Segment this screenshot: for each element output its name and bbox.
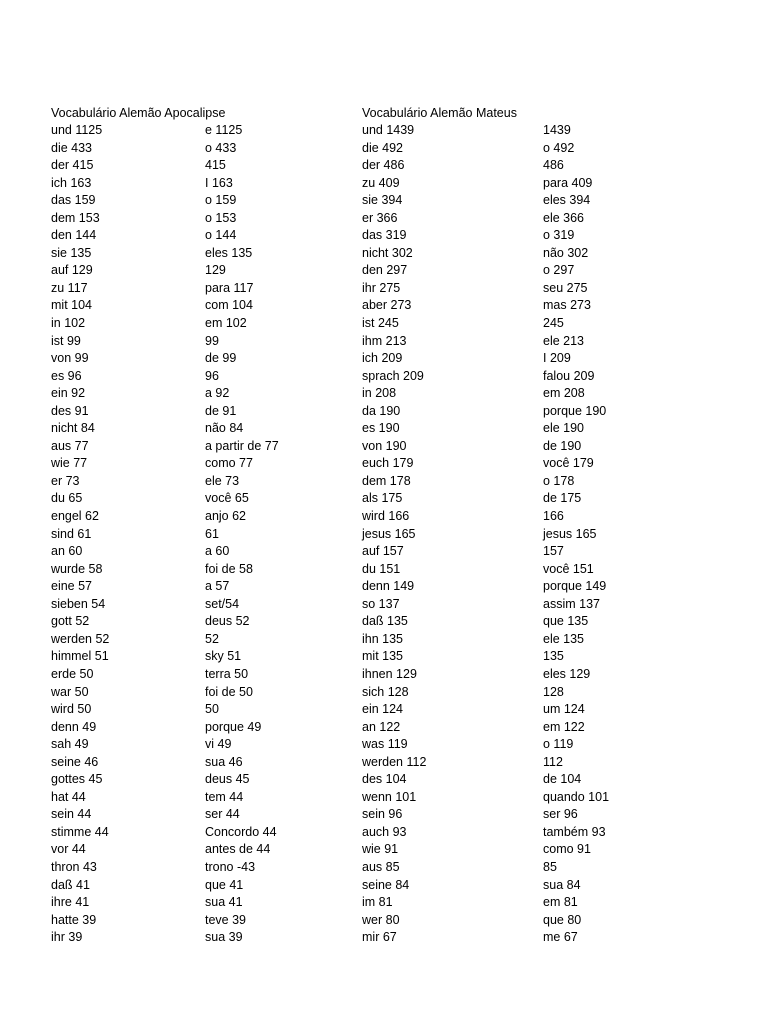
german-word-entry: was 119 <box>362 737 408 752</box>
portuguese-word-entry: 166 <box>543 509 564 524</box>
german-word-entry: an 60 <box>51 544 83 559</box>
portuguese-word-entry: mas 273 <box>543 298 591 313</box>
german-word-entry: denn 149 <box>362 579 415 594</box>
portuguese-word-entry: que 135 <box>543 614 589 629</box>
portuguese-word-entry: a partir de 77 <box>205 438 279 453</box>
german-word-entry: ihm 213 <box>362 333 407 348</box>
german-word-entry: daß 135 <box>362 614 408 629</box>
portuguese-word-entry: porque 190 <box>543 403 607 418</box>
german-word-entry: dem 178 <box>362 473 411 488</box>
portuguese-word-entry: e 1125 <box>205 123 243 137</box>
portuguese-word-entry: para 409 <box>543 175 593 190</box>
german-word-entry: es 190 <box>362 421 400 436</box>
german-word-entry: und 1125 <box>51 123 103 137</box>
german-word-entry: dem 153 <box>51 210 100 225</box>
portuguese-word-entry: o 119 <box>543 737 574 752</box>
german-word-entry: hat 44 <box>51 789 86 804</box>
german-word-entry: mit 104 <box>51 298 92 313</box>
german-word-entry: sein 96 <box>362 807 403 822</box>
german-word-entry: da 190 <box>362 403 401 418</box>
portuguese-word-entry: 245 <box>543 316 564 331</box>
german-word-entry: des 104 <box>362 772 407 787</box>
german-word-entry: das 319 <box>362 228 407 243</box>
german-word-entry: des 91 <box>51 403 89 418</box>
german-word-entry: wie 91 <box>362 842 399 857</box>
german-word-entry: sie 394 <box>362 193 403 208</box>
german-word-entry: wie 77 <box>51 456 88 471</box>
portuguese-word-entry: como 91 <box>543 842 591 857</box>
portuguese-word-entry: você 151 <box>543 561 594 576</box>
german-word-entry: an 122 <box>362 719 401 734</box>
portuguese-word-entry: deus 52 <box>205 614 250 629</box>
portuguese-word-entry: de 104 <box>543 772 582 787</box>
german-word-entry: so 137 <box>362 596 400 611</box>
german-word-entry: ihr 275 <box>362 280 401 295</box>
german-word-entry: war 50 <box>51 684 89 699</box>
portuguese-word-entry: de 190 <box>543 438 582 453</box>
german-word-entry: nicht 84 <box>51 421 95 436</box>
portuguese-word-entry: assim 137 <box>543 596 600 611</box>
german-word-entry: in 208 <box>362 386 397 401</box>
german-word-entry: ihre 41 <box>51 895 90 910</box>
portuguese-word-entry: que 80 <box>543 912 582 927</box>
german-word-entry: denn 49 <box>51 719 97 734</box>
portuguese-word-entry: o 492 <box>543 140 575 155</box>
portuguese-word-entry: ele 135 <box>543 631 585 646</box>
german-word-entry: das 159 <box>51 193 96 208</box>
portuguese-word-entry: 415 <box>205 158 226 173</box>
portuguese-word-entry: 52 <box>205 631 219 646</box>
german-word-entry: sind 61 <box>51 526 92 541</box>
german-word-entry: es 96 <box>51 368 82 383</box>
german-word-entry: sich 128 <box>362 684 409 699</box>
portuguese-word-entry: em 81 <box>543 895 578 910</box>
german-word-entry: erde 50 <box>51 666 94 681</box>
portuguese-word-entry: 96 <box>205 368 219 383</box>
german-word-entry: den 297 <box>362 263 408 278</box>
portuguese-word-entry: me 67 <box>543 930 578 945</box>
portuguese-word-entry: sky 51 <box>205 649 242 664</box>
portuguese-word-entry: de 175 <box>543 491 582 506</box>
german-word-entry: eine 57 <box>51 579 93 594</box>
portuguese-word-entry: ser 44 <box>205 807 240 822</box>
portuguese-word-entry: a 60 <box>205 544 230 559</box>
portuguese-word-entry: ele 190 <box>543 421 585 436</box>
portuguese-word-entry: não 84 <box>205 421 244 436</box>
german-word-entry: er 366 <box>362 210 398 225</box>
german-word-entry: ein 124 <box>362 702 404 717</box>
portuguese-word-entry: foi de 50 <box>205 684 253 699</box>
german-word-entry: ihr 39 <box>51 930 83 945</box>
german-word-entry: zu 409 <box>362 175 400 190</box>
german-word-entry: hatte 39 <box>51 912 97 927</box>
german-word-entry: du 151 <box>362 561 401 576</box>
portuguese-word-entry: 85 <box>543 859 557 874</box>
german-word-entry: werden 112 <box>362 754 427 769</box>
portuguese-word-entry: antes de 44 <box>205 842 271 857</box>
portuguese-word-entry: eles 394 <box>543 193 591 208</box>
portuguese-word-entry: o 178 <box>543 473 575 488</box>
german-word-entry: mit 135 <box>362 649 403 664</box>
german-word-entry: wenn 101 <box>362 789 417 804</box>
portuguese-word-entry: a 92 <box>205 386 230 401</box>
german-word-entry: aus 77 <box>51 438 89 453</box>
german-word-entry: sieben 54 <box>51 596 106 611</box>
portuguese-word-entry: porque 49 <box>205 719 262 734</box>
portuguese-word-entry: quando 101 <box>543 789 610 804</box>
portuguese-word-entry: você 65 <box>205 491 249 506</box>
portuguese-word-entry: ele 73 <box>205 473 240 488</box>
portuguese-word-entry: a 57 <box>205 579 230 594</box>
portuguese-word-entry: eles 135 <box>205 245 253 260</box>
german-word-entry: den 144 <box>51 228 97 243</box>
portuguese-word-entry: sua 39 <box>205 930 243 945</box>
apocalipse-portuguese-column <box>205 122 279 947</box>
german-word-entry: werden 52 <box>51 631 110 646</box>
german-word-entry: ich 163 <box>51 175 92 190</box>
german-word-entry: als 175 <box>362 491 403 506</box>
portuguese-word-entry: jesus 165 <box>543 526 597 541</box>
german-word-entry: der 415 <box>51 158 94 173</box>
portuguese-word-entry: vi 49 <box>205 737 232 752</box>
portuguese-word-entry: o 297 <box>543 263 575 278</box>
apocalipse-vocabulary-section <box>51 104 279 945</box>
portuguese-word-entry: falou 209 <box>543 368 595 383</box>
german-word-entry: sie 135 <box>51 245 92 260</box>
portuguese-word-entry: set/54 <box>205 596 240 611</box>
german-word-entry: im 81 <box>362 895 393 910</box>
mateus-title: Vocabulário Alemão Mateus <box>362 106 517 120</box>
portuguese-word-entry: 129 <box>205 263 226 278</box>
german-word-entry: seine 84 <box>362 877 410 892</box>
german-word-entry: stimme 44 <box>51 824 109 839</box>
portuguese-word-entry: 128 <box>543 684 564 699</box>
portuguese-word-entry: 61 <box>205 526 219 541</box>
portuguese-word-entry: para 117 <box>205 280 254 295</box>
mateus-vocabulary-section <box>362 104 610 945</box>
german-word-entry: sprach 209 <box>362 368 424 383</box>
german-word-entry: die 433 <box>51 140 93 155</box>
portuguese-word-entry: o 319 <box>543 228 575 243</box>
german-word-entry: von 190 <box>362 438 407 453</box>
portuguese-word-entry: o 153 <box>205 210 237 225</box>
portuguese-word-entry: também 93 <box>543 824 606 839</box>
portuguese-word-entry: seu 275 <box>543 280 588 295</box>
german-word-entry: nicht 302 <box>362 245 413 260</box>
portuguese-word-entry: que 41 <box>205 877 244 892</box>
apocalipse-german-column <box>51 122 109 947</box>
german-word-entry: ist 99 <box>51 333 81 348</box>
portuguese-word-entry: 486 <box>543 158 564 173</box>
portuguese-word-entry: trono -43 <box>205 859 256 874</box>
apocalipse-title: Vocabulário Alemão Apocalipse <box>51 106 226 120</box>
portuguese-word-entry: ser 96 <box>543 807 578 822</box>
portuguese-word-entry: tem 44 <box>205 789 244 804</box>
german-word-entry: aber 273 <box>362 298 412 313</box>
german-word-entry: wird 50 <box>51 702 92 717</box>
portuguese-word-entry: em 122 <box>543 719 585 734</box>
portuguese-word-entry: I 209 <box>543 351 571 366</box>
german-word-entry: wurde 58 <box>51 561 103 576</box>
german-word-entry: thron 43 <box>51 859 97 874</box>
portuguese-word-entry: de 99 <box>205 351 237 366</box>
german-word-entry: auf 157 <box>362 544 404 559</box>
mateus-portuguese-column <box>543 122 609 947</box>
german-word-entry: sein 44 <box>51 807 92 822</box>
german-word-entry: wird 166 <box>362 509 410 524</box>
portuguese-word-entry: sua 84 <box>543 877 581 892</box>
german-word-entry: daß 41 <box>51 877 90 892</box>
german-word-entry: er 73 <box>51 473 80 488</box>
german-word-entry: ihn 135 <box>362 631 404 646</box>
german-word-entry: himmel 51 <box>51 649 109 664</box>
portuguese-word-entry: eles 129 <box>543 666 591 681</box>
german-word-entry: auf 129 <box>51 263 93 278</box>
portuguese-word-entry: não 302 <box>543 245 589 260</box>
portuguese-word-entry: 1439 <box>543 123 571 137</box>
portuguese-word-entry: ele 366 <box>543 210 585 225</box>
portuguese-word-entry: deus 45 <box>205 772 250 787</box>
portuguese-word-entry: um 124 <box>543 702 585 717</box>
portuguese-word-entry: com 104 <box>205 298 253 313</box>
portuguese-word-entry: porque 149 <box>543 579 607 594</box>
portuguese-word-entry: ele 213 <box>543 333 585 348</box>
portuguese-word-entry: como 77 <box>205 456 253 471</box>
german-word-entry: zu 117 <box>51 280 88 295</box>
german-word-entry: gottes 45 <box>51 772 103 787</box>
portuguese-word-entry: anjo 62 <box>205 509 247 524</box>
portuguese-word-entry: o 159 <box>205 193 237 208</box>
portuguese-word-entry: 112 <box>543 754 563 769</box>
german-word-entry: mir 67 <box>362 930 397 945</box>
portuguese-word-entry: teve 39 <box>205 912 247 927</box>
portuguese-word-entry: de 91 <box>205 403 237 418</box>
portuguese-word-entry: 157 <box>543 544 564 559</box>
portuguese-word-entry: sua 41 <box>205 895 243 910</box>
portuguese-word-entry: 135 <box>543 649 564 664</box>
german-word-entry: vor 44 <box>51 842 86 857</box>
portuguese-word-entry: foi de 58 <box>205 561 253 576</box>
german-word-entry: wer 80 <box>362 912 400 927</box>
portuguese-word-entry: em 208 <box>543 386 585 401</box>
german-word-entry: ist 245 <box>362 316 399 331</box>
german-word-entry: sah 49 <box>51 737 89 752</box>
portuguese-word-entry: Concordo 44 <box>205 824 277 839</box>
german-word-entry: auch 93 <box>362 824 407 839</box>
german-word-entry: gott 52 <box>51 614 90 629</box>
german-word-entry: ein 92 <box>51 386 86 401</box>
mateus-german-column <box>362 122 426 947</box>
german-word-entry: ich 209 <box>362 351 403 366</box>
portuguese-word-entry: I 163 <box>205 175 233 190</box>
german-word-entry: aus 85 <box>362 859 400 874</box>
german-word-entry: die 492 <box>362 140 404 155</box>
portuguese-word-entry: 50 <box>205 702 219 717</box>
german-word-entry: der 486 <box>362 158 405 173</box>
german-word-entry: und 1439 <box>362 123 415 137</box>
german-word-entry: engel 62 <box>51 509 99 524</box>
german-word-entry: seine 46 <box>51 754 99 769</box>
portuguese-word-entry: 99 <box>205 333 219 348</box>
portuguese-word-entry: sua 46 <box>205 754 243 769</box>
german-word-entry: jesus 165 <box>362 526 416 541</box>
german-word-entry: von 99 <box>51 351 89 366</box>
german-word-entry: euch 179 <box>362 456 414 471</box>
german-word-entry: du 65 <box>51 491 83 506</box>
portuguese-word-entry: terra 50 <box>205 666 249 681</box>
portuguese-word-entry: você 179 <box>543 456 594 471</box>
german-word-entry: ihnen 129 <box>362 666 417 681</box>
portuguese-word-entry: o 144 <box>205 228 237 243</box>
german-word-entry: in 102 <box>51 316 86 331</box>
portuguese-word-entry: o 433 <box>205 140 237 155</box>
portuguese-word-entry: em 102 <box>205 316 247 331</box>
